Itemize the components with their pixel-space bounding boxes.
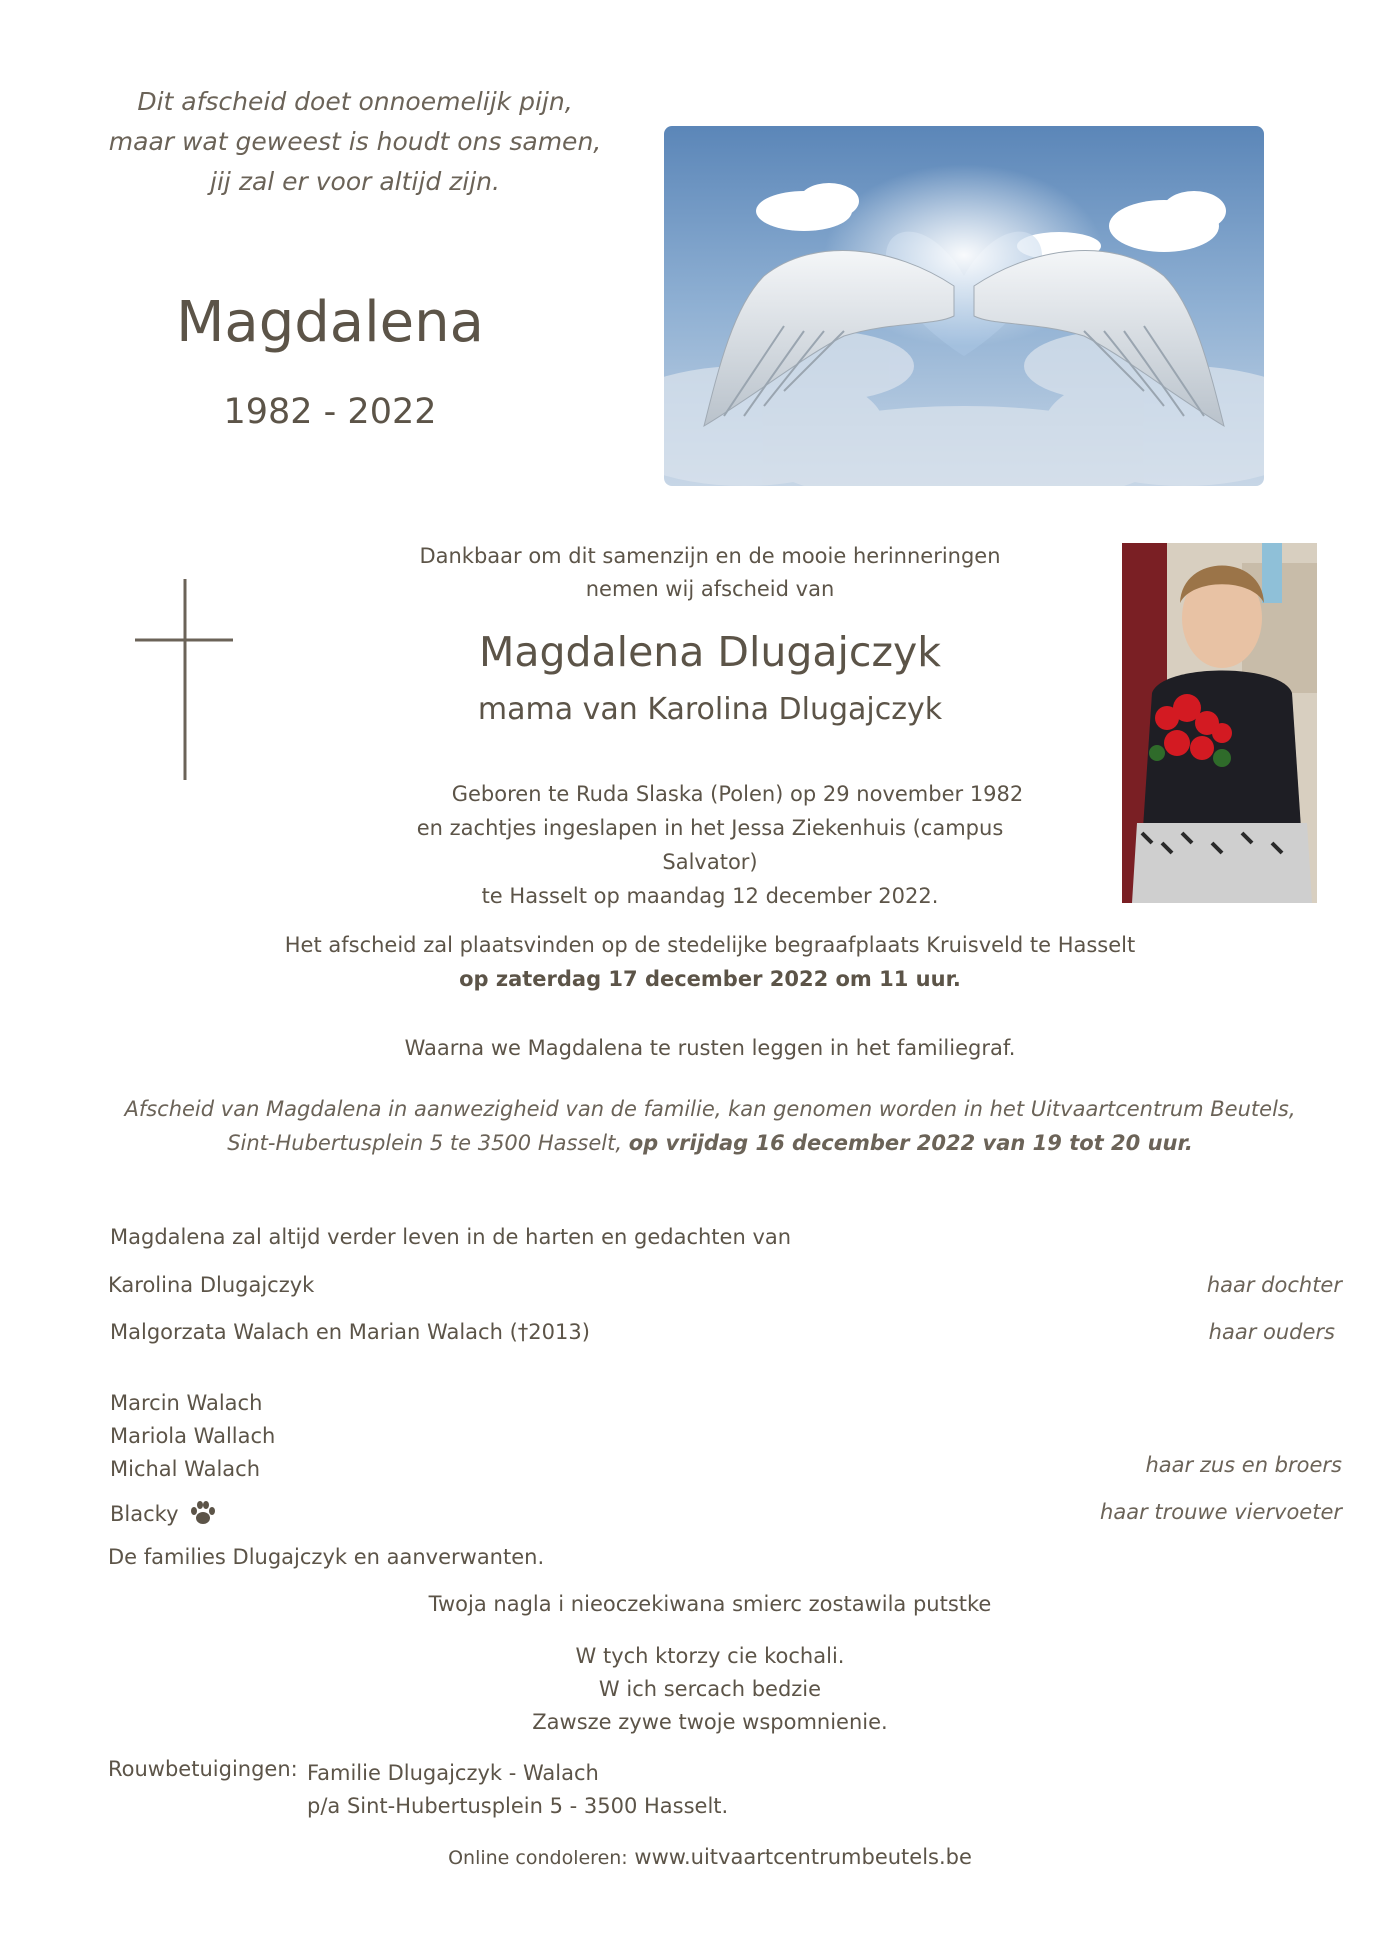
ceremony-place: Het afscheid zal plaatsvinden op de stedelijke begraafplaats Kruisveld te Hasselt bbox=[284, 933, 1136, 957]
life-years: 1982 - 2022 bbox=[223, 392, 437, 432]
families-line: De families Dlugajczyk en aanverwanten. bbox=[108, 1545, 545, 1569]
poem-line: Dit afscheid doet onnoemelijk pijn, bbox=[137, 87, 573, 116]
online-condolences bbox=[200, 1845, 1220, 1869]
polish-verse bbox=[200, 1640, 1220, 1739]
polish-line: Zawsze zywe twoje wspomnienie. bbox=[532, 1710, 888, 1734]
polish-line: W tych ktorzy cie kochali. bbox=[575, 1644, 845, 1668]
deceased-full-name: Magdalena Dlugajczyk bbox=[479, 628, 941, 676]
intro-text bbox=[380, 540, 1040, 606]
siblings-role: haar zus en broers bbox=[1145, 1453, 1342, 1477]
survivors-intro: Magdalena zal altijd verder leven in de harten en gedachten van bbox=[110, 1225, 792, 1249]
ceremony-details bbox=[200, 928, 1220, 996]
opening-poem bbox=[100, 82, 610, 202]
condolences-label: Rouwbetuigingen: bbox=[108, 1757, 298, 1781]
angel-wings-image bbox=[664, 126, 1264, 486]
farewell-viewing bbox=[100, 1092, 1320, 1160]
burial-note: Waarna we Magdalena te rusten leggen in het familiegraf. bbox=[404, 1036, 1016, 1060]
intro-line: nemen wij afscheid van bbox=[585, 577, 835, 601]
sibling-name: Michal Walach bbox=[110, 1457, 261, 1481]
intro-line: Dankbaar om dit samenzijn en de mooie herinneringen bbox=[419, 544, 1001, 568]
polish-line: W ich sercach bedzie bbox=[598, 1677, 822, 1701]
birth-line: Geboren te Ruda Slaska (Polen) op 29 november 1982 bbox=[451, 782, 1024, 806]
farewell-address: Sint-Hubertusplein 5 te 3500 Hasselt, bbox=[227, 1131, 629, 1155]
cross-icon bbox=[130, 577, 240, 782]
pet-entry bbox=[110, 1500, 217, 1526]
poem-line: jij zal er voor altijd zijn. bbox=[210, 167, 500, 196]
farewell-line: Afscheid van Magdalena in aanwezigheid van de familie, kan genomen worden in het Uitvaartcentrum Beutels, bbox=[124, 1097, 1296, 1121]
first-name-heading: Magdalena bbox=[176, 290, 484, 355]
birth-death-details bbox=[380, 777, 1040, 913]
parents-name: Malgorzata Walach en Marian Walach (†2013) bbox=[110, 1320, 590, 1344]
condolences-address bbox=[307, 1757, 728, 1823]
daughter-role: haar dochter bbox=[1206, 1273, 1342, 1297]
death-line: en zachtjes ingeslapen in het Jessa Ziekenhuis (campus Salvator) bbox=[416, 816, 1004, 874]
condolences-line: Familie Dlugajczyk - Walach bbox=[307, 1761, 599, 1785]
pet-name: Blacky bbox=[110, 1502, 179, 1526]
farewell-line bbox=[100, 1126, 1320, 1160]
sibling-name: Marcin Walach bbox=[110, 1391, 263, 1415]
condolences-line: p/a Sint-Hubertusplein 5 - 3500 Hasselt. bbox=[307, 1794, 729, 1818]
sibling-name: Mariola Wallach bbox=[110, 1424, 276, 1448]
pet-role: haar trouwe viervoeter bbox=[1100, 1500, 1342, 1524]
deceased-subtitle: mama van Karolina Dlugajczyk bbox=[477, 692, 943, 727]
polish-verse-intro: Twoja nagla i nieoczekiwana smierc zostawila putstke bbox=[428, 1592, 992, 1616]
death-date-line: te Hasselt op maandag 12 december 2022. bbox=[481, 884, 939, 908]
online-url-link[interactable]: www.uitvaartcentrumbeutels.be bbox=[634, 1845, 972, 1869]
paw-icon bbox=[189, 1500, 217, 1526]
farewell-date: op vrijdag 16 december 2022 van 19 tot 20 uur. bbox=[628, 1131, 1193, 1155]
parents-role: haar ouders bbox=[1208, 1320, 1335, 1344]
siblings-list bbox=[110, 1387, 275, 1486]
online-label: Online condoleren: bbox=[448, 1847, 628, 1869]
ceremony-date: op zaterdag 17 december 2022 om 11 uur. bbox=[459, 967, 961, 991]
poem-line: maar wat geweest is houdt ons samen, bbox=[108, 127, 602, 156]
daughter-name: Karolina Dlugajczyk bbox=[108, 1273, 315, 1297]
portrait-photo bbox=[1122, 543, 1317, 903]
